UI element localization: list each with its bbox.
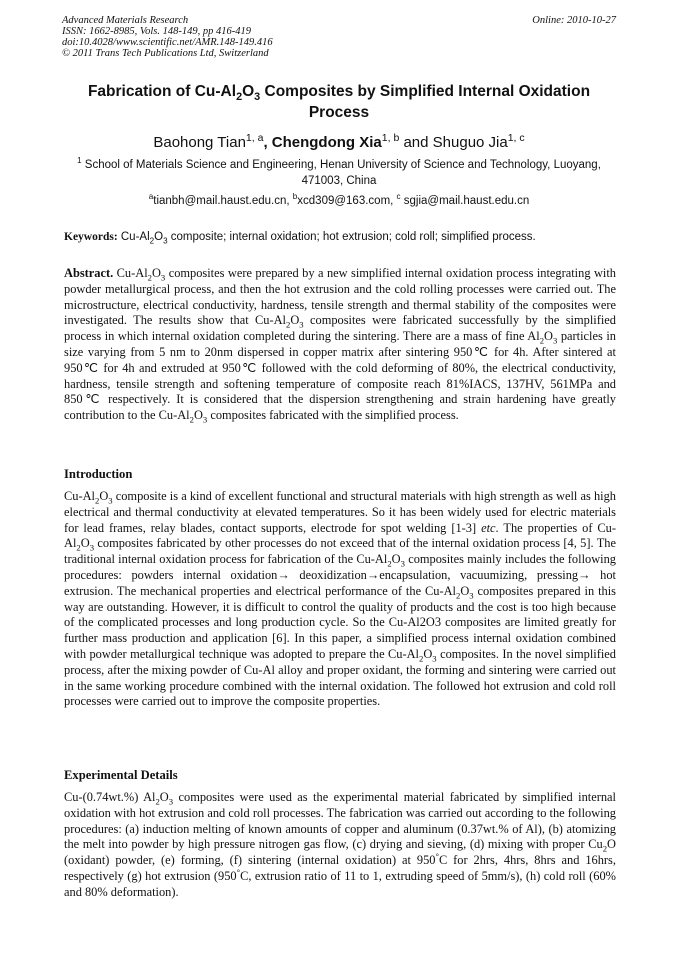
issn-line: ISSN: 1662-8985, Vols. 148-149, pp 416-419 <box>62 26 251 37</box>
paper-title: Fabrication of $Cu-Al_2O_3$ Composites by Simplified Internal Oxidation Process <box>87 83 591 121</box>
online-date: Online: 2010-10-27 <box>532 15 616 26</box>
author-list: Baohong Tian$^{1, a}$, Chengdong Xia$^{1, b}$ and Shuguo Jia$^{1, c}$ <box>153 132 525 151</box>
abstract-paragraph: Abstract. $Cu-Al_2O_3$ composites were prepared by a new simplified internal oxidation process integrating with powder metallurgical process, and then the hot extrusion and the cold rolling processes were carried out. The microstructure, electrical conductivity, hardness, tensile strength and thermal stability of the composites were investigated. The results show that $Cu-Al_2O_3$ composites were fabricated successfully by the simplified process in which internal oxidation completed during the sintering. There are a mass of fine $Al_2O_3$ particles in size varying from 5 nm to 20nm dispersed in copper matrix after sintering 950℃ for 4h. After sintered at 950℃ for 4h and extruded at 950℃ followed with the cold deforming of 80%, the electrical conductivity, hardness, tensile strength and softening temperature of composite reach 81%IACS, 137HV, 561MPa and 850℃ respectively. It is considered that the dispersion strengthening and strain hardening have greatly contribution to the $Cu-Al_2O_3$ composites fabricated with the simplified process. <box>64 266 616 425</box>
introduction-heading: Introduction <box>64 467 133 481</box>
experimental-paragraph: Cu-(0.74wt.%) $Al_2O_3$ composites were used as the experimental material fabricated by simplified internal oxidation with hot extrusion and cold roll processes. The fabrication was carried out according to the following procedures: (a) induction melting of known amounts of copper and aluminum (0.37wt.% of Al), (b) atomizing the melt into powder by high pressure nitrogen gas flow, (c) drying and sieving, (d) mixing with proper $Cu_2O$ (oxidant) powder, (e) forming, (f) sintering (internal oxidation) at 950°C for 2hrs, 4hrs, 8hrs and 16hrs, respectively (g) hot extrusion (950°C, extrusion ratio of 11 to 1, extruding speed of 5mm/s), (h) cold roll (60% and 80% deformation). <box>64 790 617 899</box>
copyright-line: © 2011 Trans Tech Publications Ltd, Switzerland <box>62 48 269 59</box>
abstract-label: Abstract. <box>64 266 114 280</box>
keywords: Keywords: $Cu-Al_2O_3$ composite; internal oxidation; hot extrusion; cold roll; simplified process. <box>64 231 536 246</box>
author-emails: $^a$tianbh@mail.haust.edu.cn, $^b$xcd309@163.com, $^c$ sgjia@mail.haust.edu.cn <box>148 192 530 207</box>
journal-header <box>62 15 616 59</box>
affiliation: $^1$ School of Materials Science and Engineering, Henan University of Science and Technology, Luoyang, 471003, China <box>77 156 601 187</box>
keywords-label: Keywords: <box>64 231 118 243</box>
doi-line: doi:10.4028/www.scientific.net/AMR.148-149.416 <box>62 37 273 48</box>
journal-name: Advanced Materials Research <box>62 15 189 26</box>
experimental-heading: Experimental Details <box>64 768 178 782</box>
introduction-paragraph: $Cu-Al_2O_3$ composite is a kind of excellent functional and structural materials with high strength as well as high electrical and thermal conductivity at elevated temperatures. So it has been widely used for electric materials for lead frames, relay blades, contact supports, electrode for spot welding [1-3] etc. The properties of $Cu-Al_2O_3$ composites fabricated by other processes do not exceed that of the internal oxidation process [4, 5]. The traditional internal oxidation process for fabrication of the $Cu-Al_2O_3$ composites mainly includes the following procedures: powders internal oxidation→ deoxidization→encapsulation, vacuumizing, pressing→ hot extrusion. The mechanical properties and electrical performance of the $Cu-Al_2O_3$ composites prepared in this way are outstanding. However, it is difficult to control the quality of products and the cost is too high because of the complicated processes and long production cycle. So the Cu-Al2O3 composites are limited greatly for further mass production and application [6]. In this paper, a simplified process internal oxidation combined with powder metallurgical technique was adopted to prepare the $Cu-Al_2O_3$ composites. In the novel simplified process, after the mixing powder of Cu-Al alloy and proper oxidant, the forming and sintering were carried out in the same working procedure combined with the internal oxidation. The followed hot extrusion and cold roll processes were carried out to improve the composite properties. <box>64 489 617 709</box>
